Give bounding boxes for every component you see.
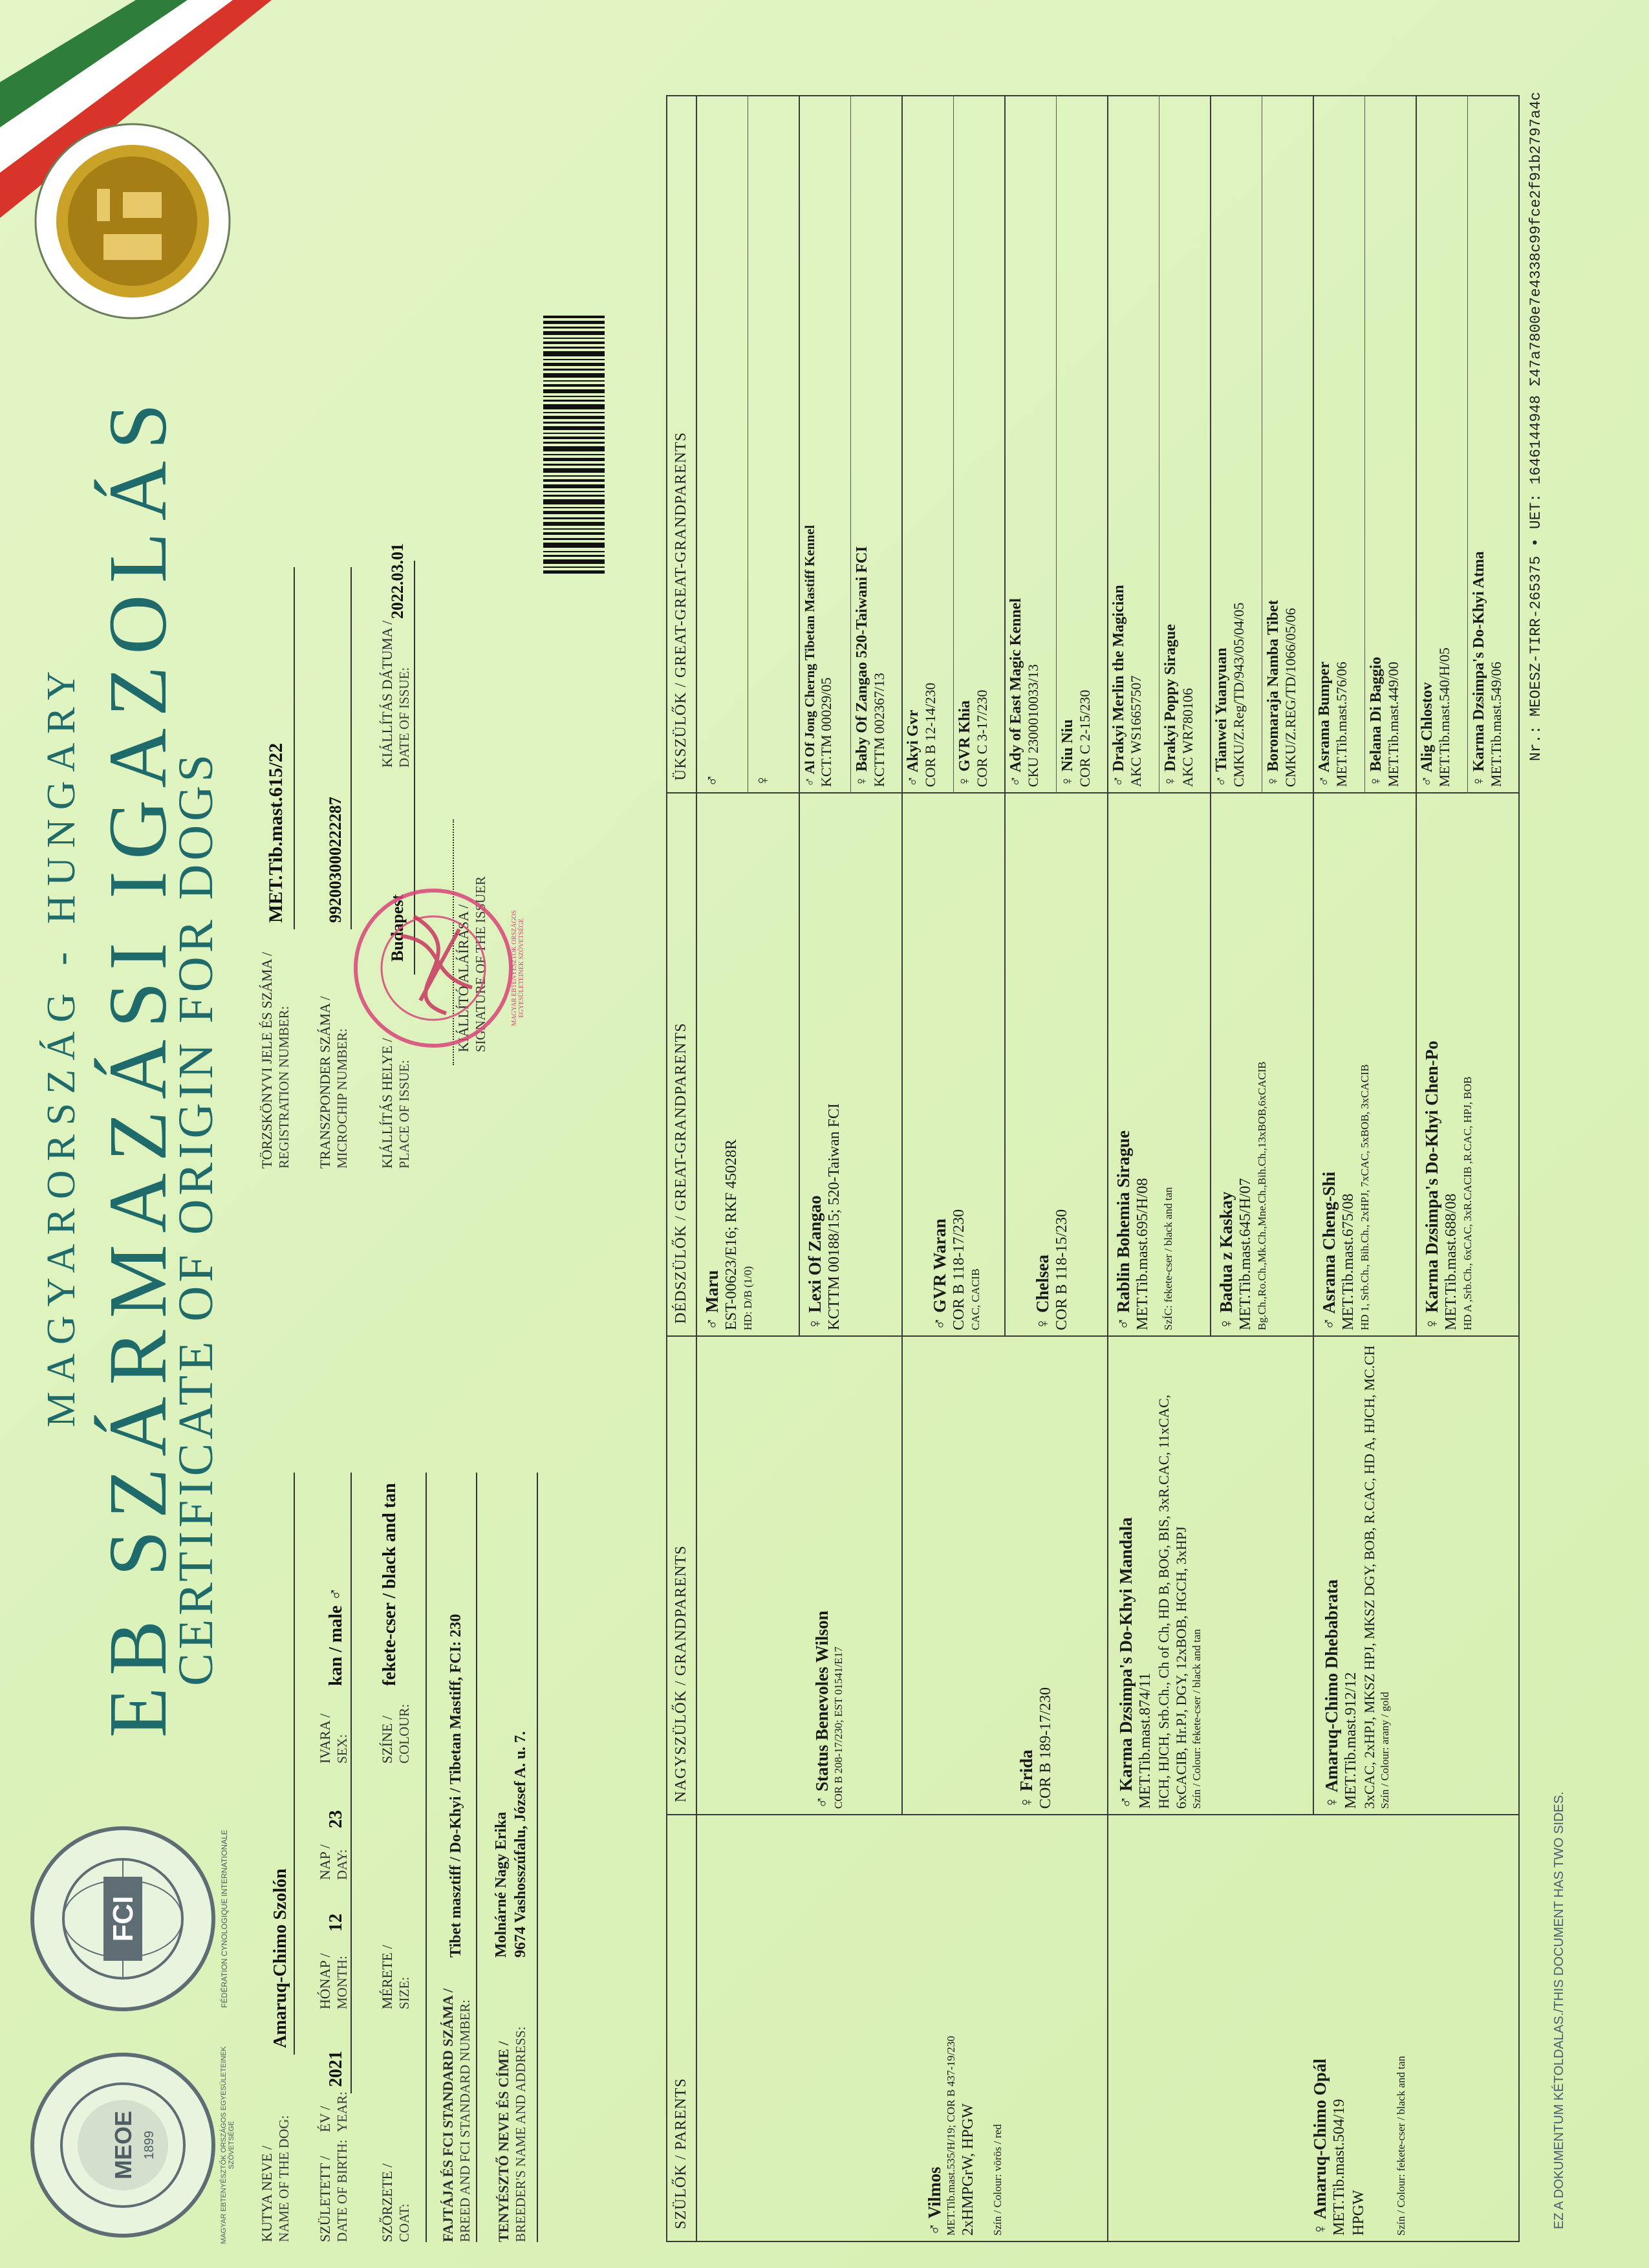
parent-dam-colour: Szín / Colour: fekete-cser / black and tan — [1395, 2055, 1407, 2236]
ggp-7-extra: HD 1, Srb.Ch., Bih.Ch., 2xHPJ, 7xCAC, 5xBOB, 3xCACIB — [1359, 1064, 1371, 1330]
gggp-1-name: ♂ — [702, 773, 722, 787]
gggp-cell-7 — [1006, 96, 1056, 794]
born-label-en: DATE OF BIRTH: — [334, 2139, 350, 2242]
ggp-8-extra: HD A ,Srb.Ch., 6xCAC, 3xR.CACIB ,R.CAC, HPJ, BOB — [1461, 1076, 1474, 1330]
breed-label-en: BREED AND FCI STANDARD NUMBER: — [457, 1999, 473, 2242]
month-label-hu: HÓNAP / — [317, 1953, 333, 2009]
parent-sire-reg: MET.Tib.mast.535/H/19; COR B 437-19/230 — [945, 2036, 957, 2236]
name-underline — [294, 1473, 295, 2055]
date-value: 2022.03.01 — [388, 543, 407, 619]
gggp-10-reg: AKC WR780106 — [1180, 688, 1196, 787]
signature-label-en: SIGNATURE OF THE ISSUER — [473, 876, 488, 1052]
grandparent-cell-1 — [702, 1337, 900, 1815]
gggp-9-name: ♂ Drakyi Merlin the Magician — [1110, 585, 1127, 787]
chip-number: 992003000222287 — [326, 797, 345, 923]
gggp-cell-2 — [749, 96, 798, 794]
breeder-name: Molnárné Nagy Erika — [493, 1811, 510, 1958]
size-label-en: SIZE: — [396, 1976, 412, 2009]
gggp-cell-3 — [800, 96, 850, 794]
parent-sire-colour: Szín / Colour: vörös / red — [991, 2124, 1004, 2236]
gggp-14-reg: MET.Tib.mast.449/00 — [1385, 662, 1401, 787]
birth-underline — [350, 1473, 352, 2093]
sex-label-hu: IVARA / — [317, 1713, 333, 1764]
chip-label-hu: TRANSZPONDER SZÁMA / — [317, 996, 333, 1169]
meoe-logo — [26, 2046, 235, 2244]
colour-value: fekete-cser / black and tan — [380, 1483, 400, 1686]
great-grandparent-cell-6 — [1212, 794, 1313, 1337]
col-header-great-grandparents: DÉDSZÜLŐK / GREAT-GRANDPARENTS — [673, 1022, 689, 1324]
great-grandparent-cell-2 — [801, 794, 901, 1337]
grandparent-3-reg: MET.Tib.mast.874/11 — [1137, 1672, 1154, 1809]
parent-sire-titles: 2xHMPGrW, HPGW — [960, 2103, 976, 2236]
breeder-label-en: BREEDER'S NAME AND ADDRESS: — [513, 2026, 528, 2242]
gggp-cell-4 — [852, 96, 902, 794]
ggp-7-reg: MET.Tib.mast.675/08 — [1340, 1193, 1357, 1330]
grandparent-3-colour: Szín / Colour: fekete-cser / black and tan — [1191, 1628, 1203, 1809]
ggp-1-name: ♂ Maru — [702, 1270, 722, 1330]
gggp-10-name: ♀ Drakyi Poppy Sirague — [1162, 623, 1179, 787]
serial-number: Nr.: MEOESZ-TIRR-265375 • UET: 1646144948 Σ47a7800e7e4338c99fce2f91b2797a4c — [1527, 91, 1544, 761]
official-stamp — [349, 884, 525, 1052]
great-grandparent-cell-3 — [904, 794, 1004, 1337]
gggp-4-name: ♀ Baby Of Zangao 520-Taiwani FCI — [854, 546, 870, 787]
table-bottom-border — [1518, 95, 1520, 2242]
ggp-2-reg: KCTTM 00188/15; 520-Taiwan FCI — [826, 1103, 843, 1330]
ggp-3-reg: COR B 118-17/230 — [951, 1209, 967, 1330]
breeder-label-hu: TENYÉSZTŐ NEVE ÉS CÍME / — [495, 2041, 512, 2242]
dog-name: Amaruq-Chimo Szolón — [270, 1868, 290, 2048]
gggp-cell-1 — [698, 96, 748, 794]
ggp-2-name: ♀ Lexi Of Zangao — [805, 1195, 824, 1330]
gggp-cell-14 — [1366, 96, 1416, 794]
chip-label-en: MICROCHIP NUMBER: — [334, 1028, 350, 1169]
fci-ring-text: FÉDÉRATION CYNOLOGIQUE INTERNATIONALE — [220, 1830, 229, 2008]
ggp-1-reg: EST-00623/E16; RKF 45028R — [723, 1139, 740, 1330]
coat-label-en: COAT: — [396, 2203, 412, 2242]
fci-logo — [26, 1822, 229, 2016]
signature-label-hu: KIÁLLÍTÓ ALÁÍRÁSA / — [455, 904, 471, 1052]
sex-value: kan / male ♂ — [326, 1587, 346, 1686]
col-header-great-great-grandparents: ÜKSZÜLŐK / GREAT-GREAT-GRANDPARENTS — [673, 431, 689, 781]
name-label-hu: KUTYA NEVE / — [259, 2145, 275, 2242]
place-value: Budapest — [388, 894, 407, 962]
gggp-cell-16 — [1469, 96, 1518, 794]
gggp-4-reg: KCTTM 002367/13 — [871, 673, 887, 787]
birth-day: 23 — [326, 1810, 346, 1828]
gggp-7-reg: CKU 2300010033/13 — [1025, 664, 1041, 787]
stamp-circle-icon — [349, 884, 517, 1052]
gggp-cell-13 — [1314, 96, 1364, 794]
gggp-11-name: ♂ Tianwei Yuanyuan — [1213, 647, 1230, 787]
gggp-6-reg: COR C 3-17/230 — [974, 689, 990, 787]
size-label-hu: MÉRETE / — [379, 1945, 395, 2009]
gggp-11-reg: CMKU/Z.Reg/TD/943/05/04/05 — [1231, 602, 1247, 787]
grandparent-1-name: ♂ Status Benevoles Wilson — [812, 1610, 832, 1809]
ggp-6-extra: Bg.Ch.,Ro.Ch.,Mk.Ch.,Mne.Ch.,Bih.Ch.,13xBOB,6xCACIB — [1256, 1061, 1268, 1330]
gggp-line-15 — [1467, 95, 1468, 794]
grandparent-2-reg: COR B 189-17/230 — [1037, 1687, 1054, 1809]
reg-label-hu: TÖRZSKÖNYVI JELE ÉS SZÁMA / — [259, 952, 275, 1169]
gggp-cell-5 — [903, 96, 953, 794]
sex-label-en: SEX: — [334, 1734, 350, 1764]
parent-sire-cell — [705, 1815, 1106, 2242]
chip-underline — [350, 567, 352, 929]
dog-info-block — [259, 1479, 673, 2242]
grandparent-1-reg: COR B 208-17/230; EST 01541/E17 — [832, 1647, 845, 1809]
gggp-line-3 — [850, 95, 851, 794]
fci-initials: FCI — [107, 1895, 139, 1942]
grandparent-4-titles: 3xCAC, 2xHPJ, MKSZ HPJ, MKSZ DGY, BOB, R.CAC, HD A, HJCH, MC.CH — [1361, 1345, 1377, 1809]
gggp-line-5 — [953, 95, 954, 794]
parent-dam-reg: MET.Tib.mast.504/19 — [1331, 2099, 1348, 2236]
year-label-hu: ÉV / — [317, 2106, 333, 2132]
gggp-12-name: ♀ Boromaraja Namba Tibet — [1265, 599, 1282, 787]
breed-underline — [476, 1473, 477, 2242]
great-grandparent-cell-7 — [1315, 794, 1416, 1337]
ggp-5-reg: MET.Tib.mast.695/H/08 — [1134, 1178, 1151, 1330]
name-label-en: NAME OF THE DOG: — [276, 2115, 292, 2242]
gggp-9-reg: AKC WS16657507 — [1128, 675, 1144, 787]
gggp-7-name: ♂ Ady of East Magic Kennel — [1008, 598, 1024, 787]
gggp-14-name: ♀ Belana Di Baggio — [1368, 656, 1385, 787]
ggp-1-extra: HD: D/B (1/0) — [742, 1266, 754, 1330]
ggp-4-reg: COR B 118-15/230 — [1053, 1209, 1070, 1330]
gggp-13-name: ♂ Asrama Bumper — [1316, 662, 1333, 787]
gggp-cell-9 — [1108, 96, 1159, 794]
gggp-2-name: ♀ — [753, 773, 772, 787]
colour-label-en: COLOUR: — [396, 1703, 412, 1764]
meoe-year: 1899 — [142, 2130, 156, 2160]
gggp-16-name: ♀ Karma Dzsimpa's Do-Khyi Atma — [1471, 551, 1487, 787]
grandparent-4-name: ♀ Amaruq-Chimo Dhebabrata — [1322, 1579, 1341, 1809]
ggp-3-extra: CAC, CACIB — [969, 1268, 982, 1330]
grandparent-cell-4 — [1318, 1337, 1516, 1815]
parent-dam-cell — [1116, 1815, 1517, 2242]
reg-label-en: REGISTRATION NUMBER: — [276, 1006, 292, 1169]
breed-label-hu: FAJTÁJA ÉS FCI STANDARD SZÁMA / — [440, 1988, 456, 2242]
table-top-border — [666, 95, 667, 2242]
stamp-text: MAGYAR EBTENYÉSZTŐK ORSZÁGOS EGYESÜLETEINEK SZÖVETSÉGE — [511, 910, 525, 1026]
parent-sire-name: ♂ Vilmos — [925, 2166, 944, 2236]
date-label-hu: KIÁLLÍTÁS DÁTUMA / — [379, 620, 395, 768]
two-sides-warning: EZ A DOKUMENTUM KÉTOLDALAS./THIS DOCUMENT HAS TWO SIDES. — [1552, 1791, 1566, 2229]
coat-underline — [426, 1473, 427, 2242]
day-label-en: DAY: — [334, 1849, 350, 1880]
gggp-cell-10 — [1160, 96, 1211, 794]
gggp-cell-6 — [954, 96, 1005, 794]
birth-year: 2021 — [326, 2051, 346, 2087]
gold-seal-icon — [32, 121, 233, 321]
gggp-6-name: ♀ GVR Khia — [956, 700, 973, 787]
gggp-3-reg: KCT.TM 00029/05 — [818, 677, 834, 787]
birth-month: 12 — [326, 1914, 346, 1932]
col-header-grandparents: NAGYSZÜLŐK / GRANDPARENTS — [673, 1545, 689, 1802]
gggp-cell-8 — [1057, 96, 1108, 794]
meoe-initials: MEOE — [110, 2111, 136, 2180]
grandparent-2-name: ♀ Frida — [1017, 1749, 1036, 1809]
grandparent-3-name: ♂ Karma Dzsimpa's Do-Khyi Mandala — [1116, 1517, 1136, 1809]
place-label-hu: KIÁLLÍTÁS HELYE / — [379, 1038, 395, 1169]
grandparent-cell-3 — [1112, 1337, 1310, 1815]
ggp-3-name: ♂ GVR Waran — [930, 1218, 949, 1330]
day-label-hu: NAP / — [317, 1844, 333, 1880]
grandparent-3-titles: HCH, HJCH, Srb.Ch., Ch of Ch, HD B, BOG, BIS, 3xR.CAC, 11xCAC, 6xCACIB, Hr.PJ, DGY, 12xBOB, HGCH, 3xHPJ — [1156, 1394, 1189, 1809]
meoe-ring-text: MAGYAR EBTENYÉSZTŐK ORSZÁGOS EGYESÜLETEINEK SZÖVETSÉGE — [220, 2046, 235, 2244]
gggp-line-13 — [1364, 95, 1365, 794]
gggp-8-name: ♀ Niu Niu — [1059, 719, 1076, 787]
gggp-line-7 — [1056, 95, 1057, 794]
colour-label-hu: SZÍNE / — [379, 1716, 395, 1764]
country-title: MAGYARORSZÁG - HUNGARY — [39, 662, 83, 1427]
gggp-cell-11 — [1211, 96, 1262, 794]
gggp-3-name: ♂ Al Of Jong Cherng Tibetan Mastiff Kennel — [802, 524, 817, 787]
col-header-parents: SZÜLŐK / PARENTS — [673, 2078, 689, 2229]
ggp-7-name: ♂ Asrama Cheng-Shi — [1319, 1171, 1339, 1330]
gggp-cell-12 — [1263, 96, 1313, 794]
great-grandparent-cell-4 — [1007, 794, 1107, 1337]
reg-number: MET.Tib.mast.615/22 — [265, 742, 286, 923]
ggp-5-extra: SzÍC: fekete-cser / black and tan — [1162, 1187, 1174, 1330]
gggp-cell-15 — [1417, 96, 1467, 794]
ggp-6-name: ♀ Badua z Kaskay — [1216, 1191, 1236, 1330]
parent-dam-titles: HPGW — [1350, 2190, 1367, 2236]
grandparent-4-colour: Szín / Colour: arany / gold — [1379, 1692, 1391, 1809]
grandparent-cell-2 — [907, 1337, 1105, 1815]
great-grandparent-cell-1 — [698, 794, 799, 1337]
year-label-en: YEAR: — [334, 2091, 350, 2132]
ggp-8-name: ♀ Karma Dzsimpa's Do-Khyi Chen-Po — [1422, 1041, 1441, 1330]
ggp-8-reg: MET.Tib.mast.688/08 — [1443, 1193, 1460, 1330]
place-label-en: PLACE OF ISSUE: — [396, 1059, 412, 1169]
gggp-5-reg: COR B 12-14/230 — [922, 682, 938, 787]
great-grandparent-cell-8 — [1418, 794, 1518, 1337]
breed-value: Tibet masztiff / Do-Khyi / Tibetan Mastiff, FCI: 230 — [447, 1614, 464, 1958]
gggp-5-name: ♂ Akyi Gvr — [905, 709, 921, 787]
gggp-13-reg: MET.Tib.mast.576/06 — [1333, 662, 1350, 787]
certificate-title-hu: EB SZÁRMAZÁSI IGAZOLÁS — [92, 391, 184, 1738]
gggp-15-name: ♂ Alig Chlostov — [1419, 682, 1436, 787]
date-label-en: DATE OF ISSUE: — [396, 667, 412, 768]
certificate-title-en: CERTIFICATE OF ORIGIN FOR DOGS — [169, 750, 223, 1686]
header-row-line — [696, 95, 697, 2242]
coat-label-hu: SZŐRZETE / — [379, 2163, 395, 2242]
born-label-hu: SZÜLETETT / — [317, 2155, 333, 2242]
gggp-8-reg: COR C 2-15/230 — [1077, 689, 1093, 787]
ggp-6-reg: MET.Tib.mast.645/H/07 — [1237, 1178, 1254, 1330]
month-label-en: MONTH: — [334, 1956, 350, 2009]
ggp-4-name: ♀ Chelsea — [1033, 1255, 1052, 1330]
pedigree-table — [666, 95, 1520, 2242]
ggp-5-name: ♂ Rablin Bohemia Sirague — [1114, 1130, 1133, 1330]
reg-underline — [294, 567, 295, 929]
gggp-16-reg: MET.Tib.mast.549/06 — [1488, 662, 1504, 787]
parent-dam-name: ♀ Amaruq-Chimo Opál — [1310, 2058, 1330, 2236]
gggp-15-reg: MET.Tib.mast.540/H/05 — [1436, 647, 1452, 787]
breeder-address: 9674 Vashosszúfalu, József A. u. 7. — [512, 1731, 529, 1958]
gggp-12-reg: CMKU/Z.REG/TD/1066/05/06 — [1282, 608, 1299, 787]
breeder-underline — [537, 1473, 538, 2242]
grandparent-4-reg: MET.Tib.mast.912/12 — [1342, 1672, 1359, 1809]
great-grandparent-cell-5 — [1110, 794, 1210, 1337]
